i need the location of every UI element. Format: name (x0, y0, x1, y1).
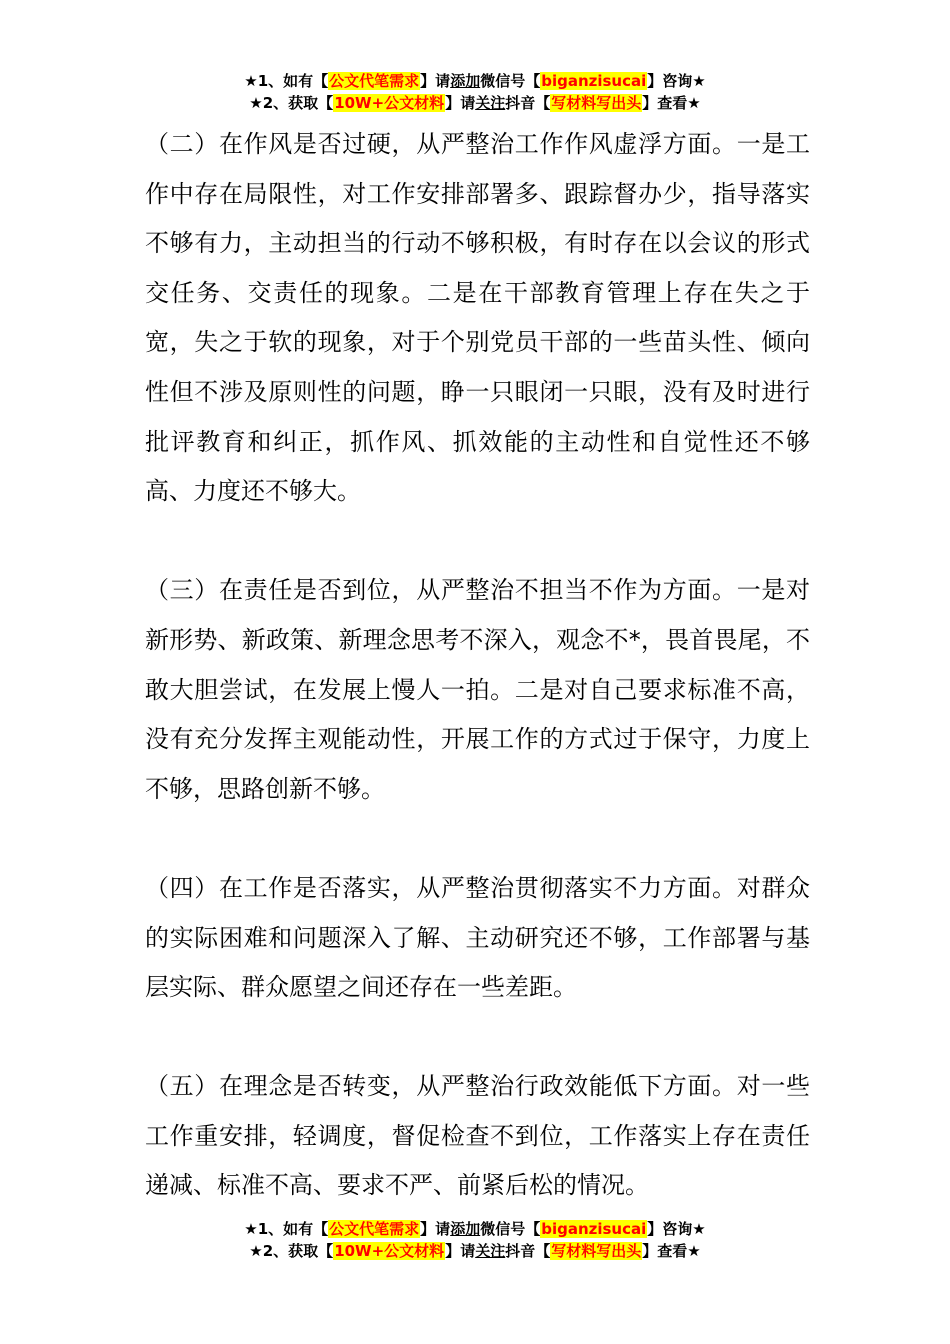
footer-banner (0, 1218, 950, 1262)
service-highlight: 公文代笔需求 (329, 72, 420, 90)
wechat-id-highlight: biganzisucai (541, 1220, 647, 1238)
banner-line-2: ★2、获取【10W+公文材料】请关注抖音【写材料写出头】查看★ (249, 94, 701, 112)
wechat-id-highlight: biganzisucai (541, 72, 647, 90)
paragraph-5: （五）在理念是否转变，从严整治行政效能低下方面。对一些工作重安排，轻调度，督促检查不到位，工作落实上存在责任递减、标准不高、要求不严、前紧后松的情况。 (145, 1072, 810, 1200)
paragraph-3: （三）在责任是否到位，从严整治不担当不作为方面。一是对新形势、新政策、新理念思考不深入，观念不*，畏首畏尾，不敢大胆尝试，在发展上慢人一拍。二是对自己要求标准不高，没有充分发挥主观能动性，开展工作的方式过于保守，力度上不够，思路创新不够。 (145, 576, 810, 803)
materials-highlight: 10W+公文材料 (334, 94, 445, 112)
document-body (145, 120, 810, 1211)
banner-line-1: ★1、如有【公文代笔需求】请添加微信号【biganzisucai】咨询★ (244, 72, 706, 90)
materials-highlight: 10W+公文材料 (334, 1242, 445, 1260)
paragraph-4: （四）在工作是否落实，从严整治贯彻落实不力方面。对群众的实际困难和问题深入了解、主动研究还不够，工作部署与基层实际、群众愿望之间还存在一些差距。 (145, 873, 810, 1002)
douyin-highlight: 写材料写出头 (551, 94, 642, 112)
banner-line-1: ★1、如有【公文代笔需求】请添加微信号【biganzisucai】咨询★ (244, 1220, 706, 1238)
douyin-highlight: 写材料写出头 (551, 1242, 642, 1260)
header-banner (0, 70, 950, 114)
service-highlight: 公文代笔需求 (329, 1220, 420, 1238)
paragraph-2: （二）在作风是否过硬，从严整治工作作风虚浮方面。一是工作中存在局限性，对工作安排部署多、跟踪督办少，指导落实不够有力，主动担当的行动不够积极，有时存在以会议的形式交任务、交责任的现象。二是在干部教育管理上存在失之于宽，失之于软的现象，对于个别党员干部的一些苗头性、倾向性但不涉及原则性的问题，睁一只眼闭一只眼，没有及时进行批评教育和纠正，抓作风、抓效能的主动性和自觉性还不够高、力度还不够大。 (145, 130, 810, 506)
banner-line-2: ★2、获取【10W+公文材料】请关注抖音【写材料写出头】查看★ (249, 1242, 701, 1260)
